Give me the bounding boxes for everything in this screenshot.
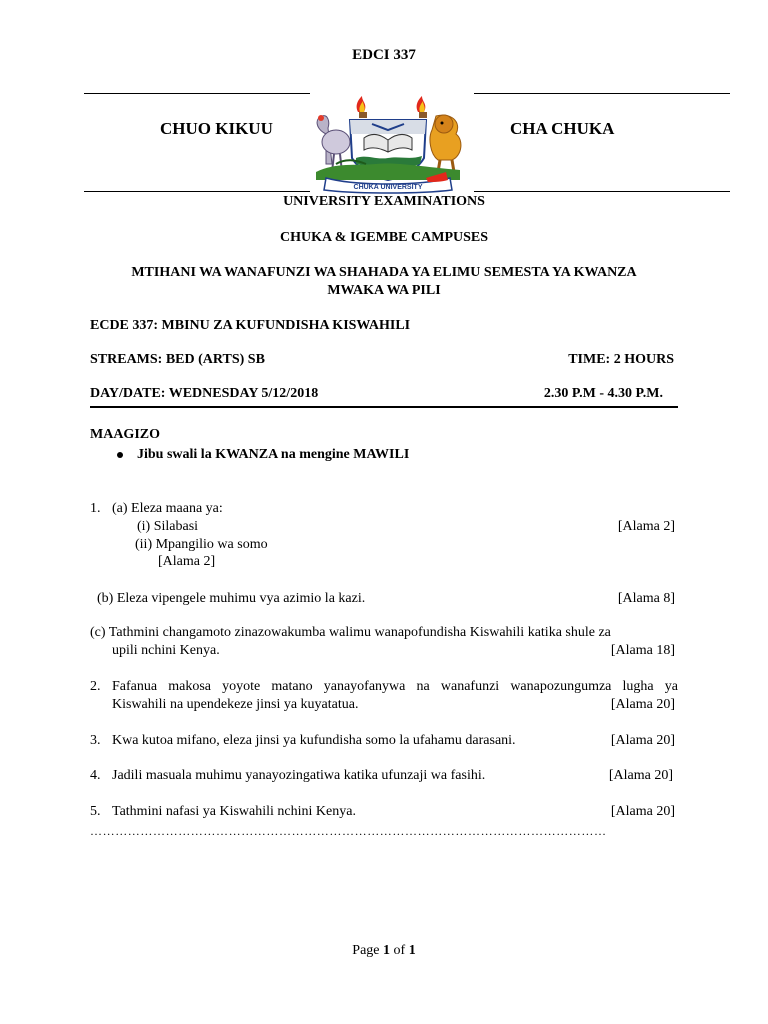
page-word: Page <box>352 943 380 958</box>
end-dotted-line: …………………………………………………………………………………………………………… <box>90 824 607 838</box>
course-title: ECDE 337: MBINU ZA KUFUNDISHA KISWAHILI <box>90 318 411 333</box>
q4-text: Jadili masuala muhimu yanayozingatiwa katika ufunzaji wa fasihi. <box>112 768 486 783</box>
q1-number: 1. <box>90 501 101 516</box>
page-total: 1 <box>408 943 416 958</box>
course-code: EDCI 337 <box>352 47 416 63</box>
header-rule-top-right <box>474 93 730 94</box>
logo-banner-text: CHUKA UNIVERSITY <box>353 184 423 191</box>
q1a-ii-text: (ii) Mpangilio wa somo <box>135 537 268 552</box>
q3-marks: [Alama 20] <box>610 733 675 748</box>
exam-title: UNIVERSITY EXAMINATIONS <box>283 194 485 209</box>
instruction-text: Jibu swali la KWANZA na mengine MAWILI <box>137 447 410 462</box>
q3-text: Kwa kutoa mifano, eleza jinsi ya kufundisha somo la ufahamu darasani. <box>112 733 516 748</box>
header-rule-bottom-left <box>84 191 310 192</box>
q1b-text: (b) Eleza vipengele muhimu vya azimio la kazi. <box>97 591 366 606</box>
q2-text-line1: Fafanua makosa yoyote matano yanayofanywa na wanafunzi wanapozungumza lugha ya <box>112 679 678 694</box>
q4-number: 4. <box>90 768 101 783</box>
q1a-i-marks: [Alama 2] <box>617 519 675 534</box>
header-university-left: CHUO KIKUU <box>160 119 273 138</box>
page-current: 1 <box>383 943 391 958</box>
header-rule-bottom-right <box>474 191 730 192</box>
q1b-marks: [Alama 8] <box>617 591 675 606</box>
q1a-text: (a) Eleza maana ya: <box>112 501 223 516</box>
q5-number: 5. <box>90 804 101 819</box>
day-date-label: DAY/DATE: WEDNESDAY 5/12/2018 <box>90 386 319 401</box>
streams-label: STREAMS: BED (ARTS) SB <box>90 352 265 367</box>
q2-marks: [Alama 20] <box>610 697 675 712</box>
exam-subtitle-line2: MWAKA WA PILI <box>327 283 441 298</box>
q5-marks: [Alama 20] <box>610 804 675 819</box>
divider-rule <box>90 406 678 408</box>
header-university-right: CHA CHUKA <box>510 119 615 138</box>
instructions-heading: MAAGIZO <box>90 427 160 442</box>
q4-marks: [Alama 20] <box>608 768 673 783</box>
of-word: of <box>393 943 406 958</box>
q1a-ii-marks: [Alama 2] <box>158 554 216 569</box>
q2-number: 2. <box>90 679 101 694</box>
instruction-item <box>117 447 409 463</box>
q1c-text-line1: (c) Tathmini changamoto zinazowakumba walimu wanapofundisha Kiswahili katika shule za <box>90 625 611 640</box>
page-footer <box>0 943 768 959</box>
time-label: TIME: 2 HOURS <box>568 352 674 367</box>
exam-hours: 2.30 P.M - 4.30 P.M. <box>543 386 663 401</box>
q1c-text-line2: upili nchini Kenya. <box>112 643 220 658</box>
bullet-icon <box>117 452 123 458</box>
university-crest-logo <box>306 94 470 194</box>
q3-number: 3. <box>90 733 101 748</box>
exam-subtitle-line1: MTIHANI WA WANAFUNZI WA SHAHADA YA ELIMU SEMESTA YA KWANZA <box>131 265 637 280</box>
q1c-marks: [Alama 18] <box>610 643 675 658</box>
campuses-title: CHUKA & IGEMBE CAMPUSES <box>279 230 489 245</box>
q1a-i-text: (i) Silabasi <box>137 519 199 534</box>
q5-text: Tathmini nafasi ya Kiswahili nchini Kenya. <box>112 804 356 819</box>
q2-text-line2: Kiswahili na upendekeze jinsi ya kuyatatua. <box>112 697 359 712</box>
header-rule-top-left <box>84 93 310 94</box>
